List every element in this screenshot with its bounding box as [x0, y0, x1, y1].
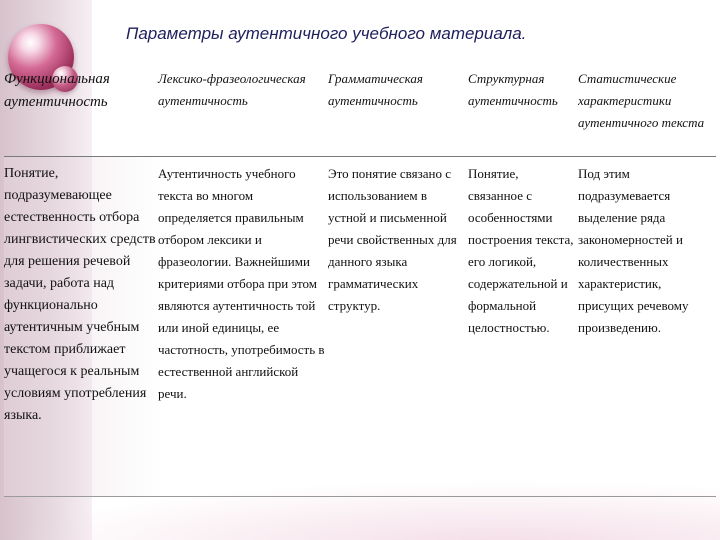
- header-functional: Функциональная аутентичность: [4, 62, 158, 157]
- header-grammatical: Грамматическая аутентичность: [328, 62, 468, 157]
- header-structural: Структурная аутентичность: [468, 62, 578, 157]
- header-statistical: Статистические характеристики аутентичного текста: [578, 62, 716, 157]
- table-header-row: [4, 62, 716, 157]
- cell-functional: Понятие, подразумевающее естественность отбора лингвистических средств для решения речевой задачи, работа над функционально аутентичным учебным текстом приближает учащегося к реальным условиям употребления языка.: [4, 166, 156, 423]
- table-row: [4, 157, 716, 497]
- slide-title: Параметры аутентичного учебного материала.: [126, 24, 527, 43]
- header-lexical: Лексико-фразеологическая аутентичность: [158, 62, 328, 157]
- cell-structural: Понятие, связанное с особенностями построения текста, его логикой, содержательной и формальной целостностью.: [468, 166, 574, 335]
- cell-statistical: Под этим подразумевается выделение ряда закономерностей и количественных характеристик, присущих речевому произведению.: [578, 166, 689, 335]
- cell-grammatical: Это понятие связано с использованием в устной и письменной речи свойственных для данного языка грамматических структур.: [328, 166, 457, 313]
- cell-lexical: Аутентичность учебного текста во многом определяется правильным отбором лексики и фразеологии. Важнейшими критериями отбора при этом являются аутентичность той или иной единицы, ее частотность, употребимость в естественной английской речи.: [158, 166, 325, 401]
- parameters-table: [4, 62, 716, 496]
- table-bottom-rule: [4, 496, 716, 497]
